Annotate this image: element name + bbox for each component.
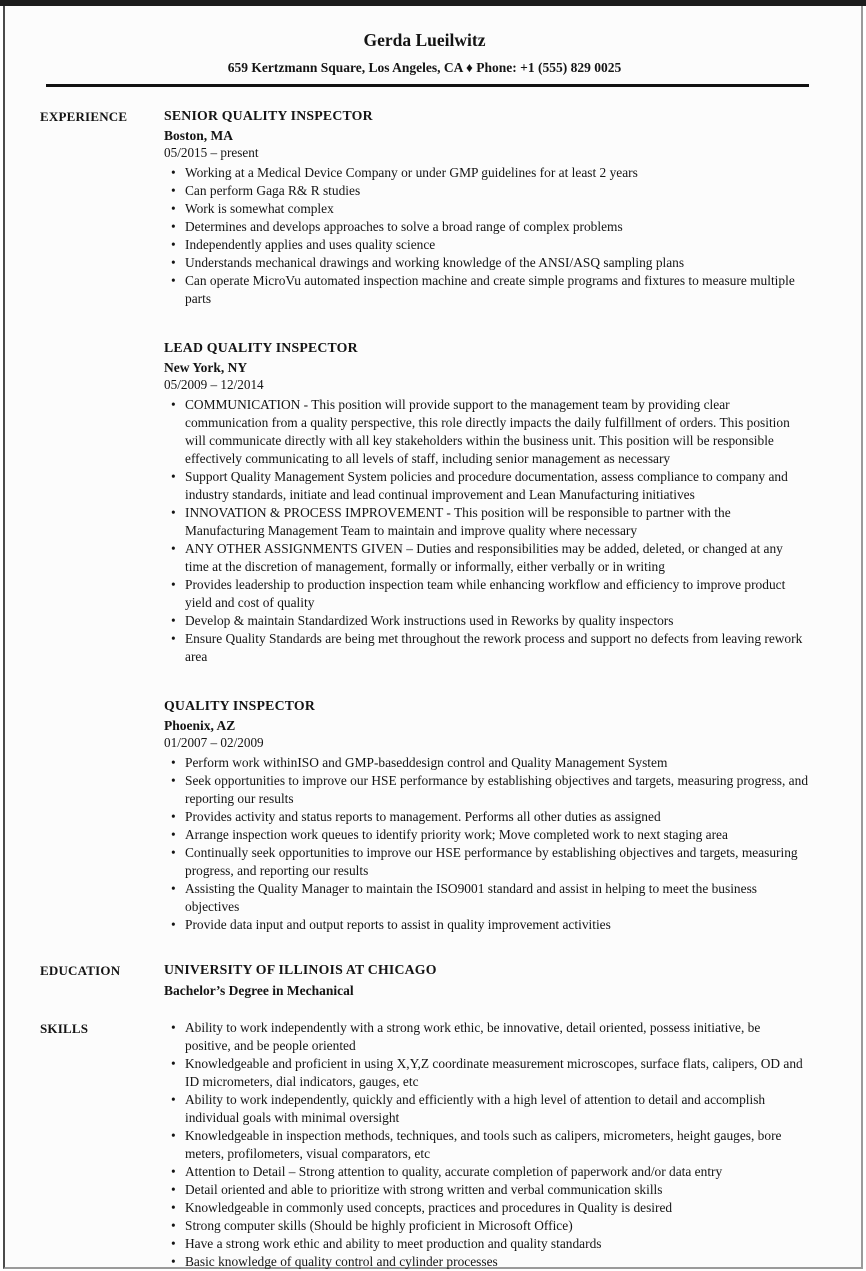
bullet-item: • Seek opportunities to improve our HSE performance by establishing objectives and targets, measuring progress, and reporting our results — [164, 772, 809, 808]
skills-bullet-list — [164, 1019, 809, 1271]
job-bullet-list — [164, 754, 809, 934]
job-dates: 01/2007 – 02/2009 — [164, 735, 264, 750]
bullet-item: • Detail oriented and able to prioritize with strong written and verbal communication skills — [164, 1181, 809, 1199]
skills-label: SKILLS — [40, 1021, 89, 1036]
resume-header — [40, 30, 809, 87]
bullet-item: • Can operate MicroVu automated inspection machine and create simple programs and fixtures to measure multiple parts — [164, 272, 809, 308]
bullet-item: • Understands mechanical drawings and working knowledge of the ANSI/ASQ sampling plans — [164, 254, 809, 272]
job-bullet-list — [164, 396, 809, 666]
bullet-item: • Provides activity and status reports to management. Performs all other duties as assigned — [164, 808, 809, 826]
job-lead-quality-inspector — [164, 339, 809, 666]
school-name: UNIVERSITY OF ILLINOIS AT CHICAGO — [164, 962, 437, 977]
job-location: Boston, MA — [164, 128, 234, 143]
skills-content — [164, 1019, 809, 1271]
bullet-item: • Determines and develops approaches to solve a broad range of complex problems — [164, 218, 809, 236]
bullet-item: • Work is somewhat complex — [164, 200, 809, 218]
resume-page — [3, 6, 863, 1269]
bullet-item: • Attention to Detail – Strong attention to quality, accurate completion of paperwork and/or data entry — [164, 1163, 809, 1181]
bullet-item: • Basic knowledge of quality control and cylinder processes — [164, 1253, 809, 1271]
job-dates: 05/2009 – 12/2014 — [164, 377, 264, 392]
section-education — [40, 961, 809, 1000]
person-name: Gerda Lueilwitz — [363, 30, 486, 50]
job-bullet-list — [164, 164, 809, 308]
bullet-item: • Ability to work independently with a strong work ethic, be innovative, detail oriented, possess initiative, be positive, and be people oriented — [164, 1019, 809, 1055]
job-dates: 05/2015 – present — [164, 145, 259, 160]
bullet-item: • Working at a Medical Device Company or under GMP guidelines for at least 2 years — [164, 164, 809, 182]
bullet-item: • ANY OTHER ASSIGNMENTS GIVEN – Duties and responsibilities may be added, deleted, or changed at any time at the discretion of management, formally or informally, either verbally or in writing — [164, 540, 809, 576]
bullet-item: • Knowledgeable and proficient in using X,Y,Z coordinate measurement microscopes, surface flats, calipers, OD and ID micrometers, dial indicators, gauges, etc — [164, 1055, 809, 1091]
degree: Bachelor’s Degree in Mechanical — [164, 983, 354, 998]
bullet-item: • Provides leadership to production inspection team while enhancing workflow and efficiency to improve product yield and cost of quality — [164, 576, 809, 612]
bullet-item: • INNOVATION & PROCESS IMPROVEMENT - This position will be responsible to partner with the Manufacturing Management Team to maintain and improve quality where necessary — [164, 504, 809, 540]
bullet-item: • Perform work withinISO and GMP-baseddesign control and Quality Management System — [164, 754, 809, 772]
job-title: LEAD QUALITY INSPECTOR — [164, 340, 358, 355]
bullet-item: • Independently applies and uses quality science — [164, 236, 809, 254]
section-skills — [40, 1019, 809, 1271]
bullet-item: • Ensure Quality Standards are being met throughout the rework process and support no defects from leaving rework area — [164, 630, 809, 666]
job-senior-quality-inspector — [164, 107, 809, 308]
bullet-item: • Arrange inspection work queues to identify priority work; Move completed work to next staging area — [164, 826, 809, 844]
bullet-item: • Develop & maintain Standardized Work instructions used in Reworks by quality inspectors — [164, 612, 809, 630]
experience-label: EXPERIENCE — [40, 109, 128, 124]
job-location: Phoenix, AZ — [164, 718, 236, 733]
education-content — [164, 961, 809, 1000]
experience-content — [164, 107, 809, 934]
header-divider — [46, 84, 809, 87]
bullet-item: • Strong computer skills (Should be highly proficient in Microsoft Office) — [164, 1217, 809, 1235]
bullet-item: • Knowledgeable in commonly used concepts, practices and procedures in Quality is desired — [164, 1199, 809, 1217]
bullet-item: • Ability to work independently, quickly and efficiently with a high level of attention to detail and accomplish individual goals with minimal oversight — [164, 1091, 809, 1127]
job-title: QUALITY INSPECTOR — [164, 698, 315, 713]
job-title: SENIOR QUALITY INSPECTOR — [164, 108, 373, 123]
job-location: New York, NY — [164, 360, 248, 375]
bullet-item: • Provide data input and output reports to assist in quality improvement activities — [164, 916, 809, 934]
bullet-item: • Support Quality Management System policies and procedure documentation, assess compliance to company and industry standards, initiate and lead continual improvement and Lean Manufacturing initiatives — [164, 468, 809, 504]
job-quality-inspector — [164, 697, 809, 934]
bullet-item: • Have a strong work ethic and ability to meet production and quality standards — [164, 1235, 809, 1253]
bullet-item: • Continually seek opportunities to improve our HSE performance by establishing objectives and targets, measuring progress, and reporting our results — [164, 844, 809, 880]
contact-line: 659 Kertzmann Square, Los Angeles, CA ♦ Phone: +1 (555) 829 0025 — [227, 60, 622, 75]
bullet-item: • COMMUNICATION - This position will provide support to the management team by providing clear communication from a quality perspective, this role directly impacts the daily fulfillment of orders. This position will communicate directly with all key stakeholders within the business unit. This position will be responsible effectively communicating to all levels of staff, including senior management as necessary — [164, 396, 809, 468]
bullet-item: • Assisting the Quality Manager to maintain the ISO9001 standard and assist in helping to meet the business objectives — [164, 880, 809, 916]
bullet-item: • Knowledgeable in inspection methods, techniques, and tools such as calipers, micrometers, height gauges, bore meters, profilometers, visual comparators, etc — [164, 1127, 809, 1163]
bullet-item: • Can perform Gaga R& R studies — [164, 182, 809, 200]
section-experience — [40, 107, 809, 934]
education-label: EDUCATION — [40, 963, 121, 978]
